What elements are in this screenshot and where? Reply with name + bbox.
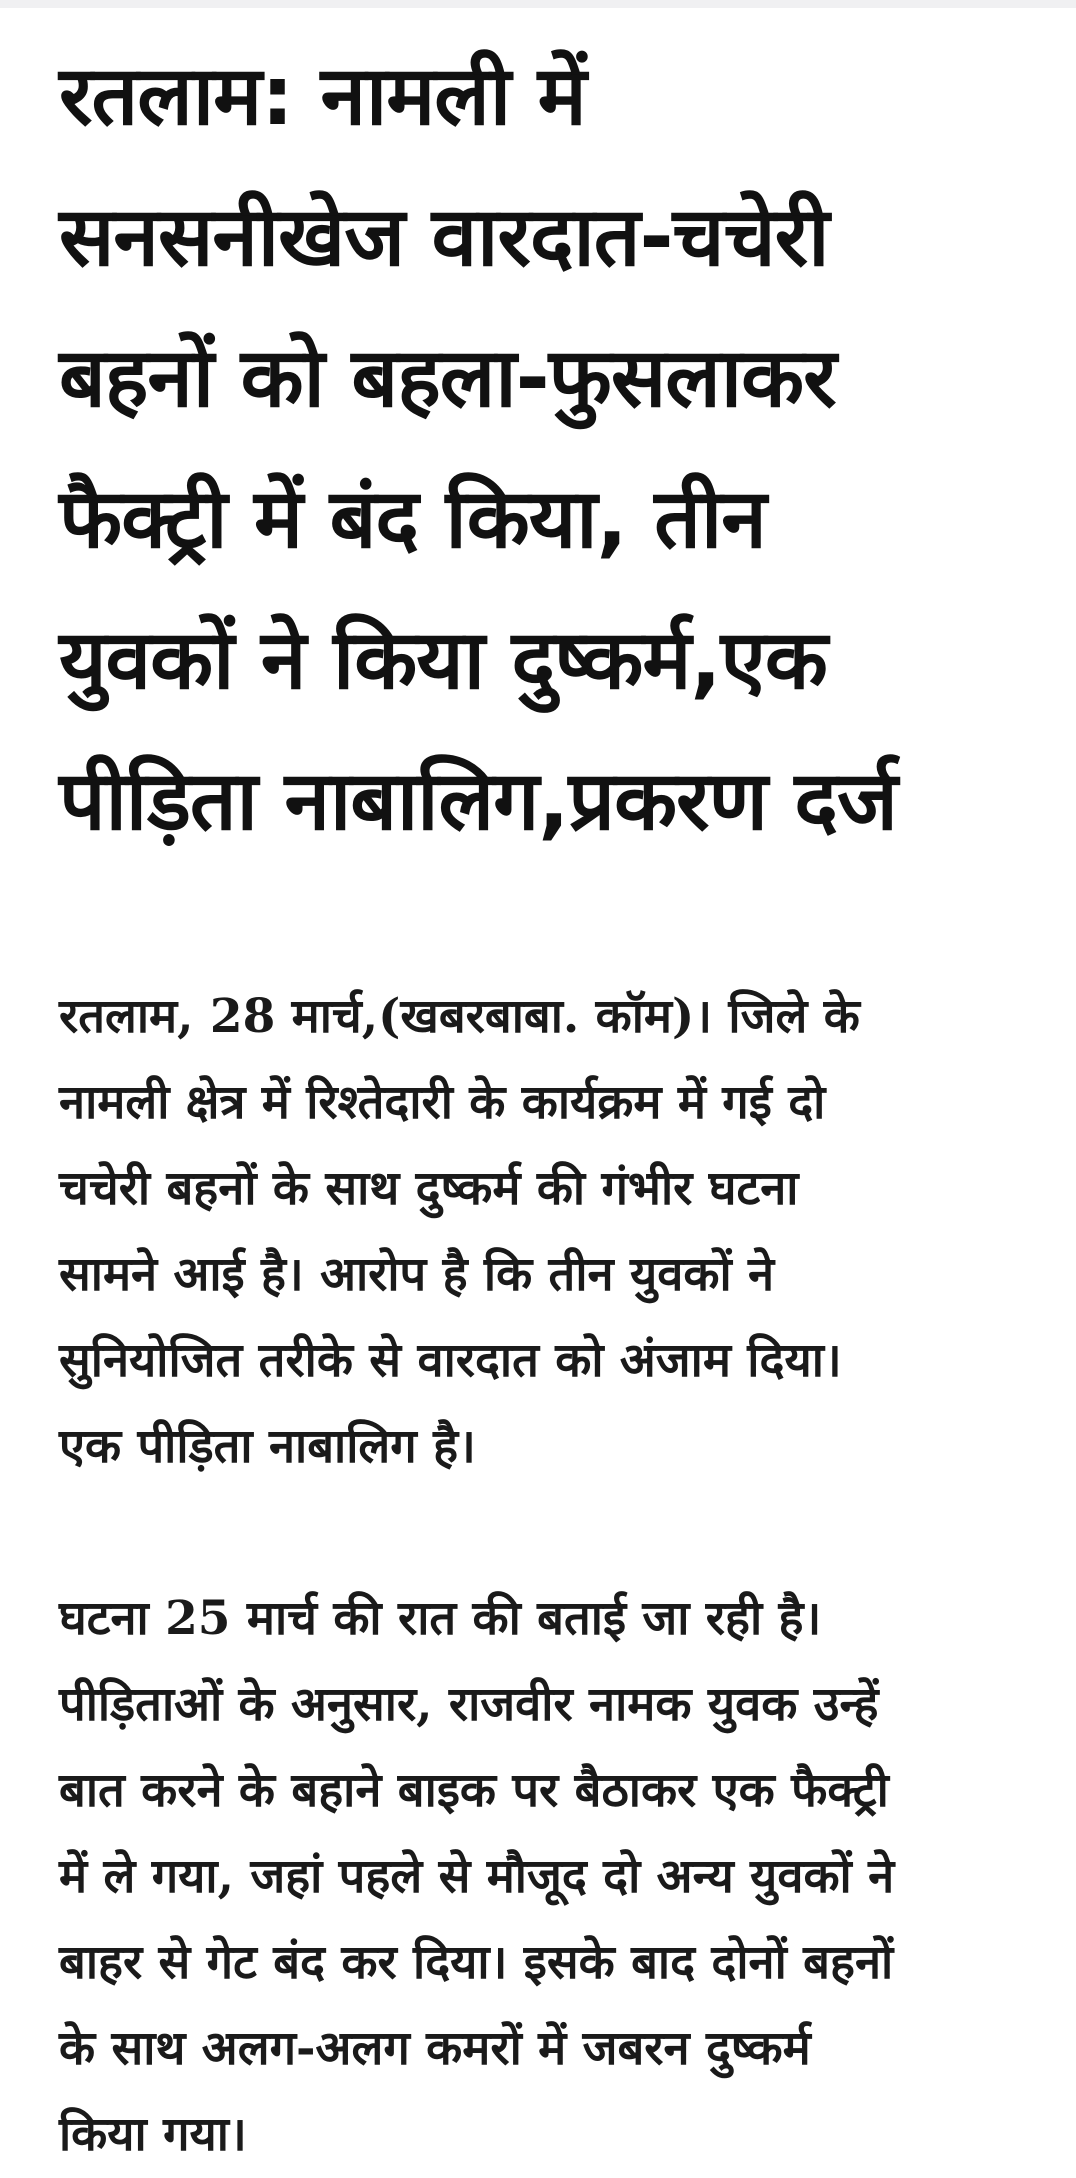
paragraph-line: सामने आई है। आरोप है कि तीन युवकों ने [59,1247,775,1302]
article-paragraph-1 [59,974,1049,1490]
paragraph-line: एक पीड़िता नाबालिग है। [59,1419,476,1474]
headline-line: युवकों ने किया दुष्कर्म,एक [59,613,827,708]
top-status-strip [0,0,1076,8]
headline-line: रतलाम: नामली में [59,49,586,144]
headline-line: बहनों को बहला-फुसलाकर [59,331,836,426]
paragraph-line: सुनियोजित तरीके से वारदात को अंजाम दिया। [59,1333,842,1388]
paragraph-line: बात करने के बहाने बाइक पर बैठाकर एक फैक्ट्री [59,1763,889,1818]
paragraph-line: पीड़िताओं के अनुसार, राजवीर नामक युवक उन्हें [59,1677,879,1732]
headline-line: फैक्ट्री में बंद किया, तीन [59,472,766,567]
paragraph-line: के साथ अलग-अलग कमरों में जबरन दुष्कर्म [59,2021,811,2076]
paragraph-line: घटना 25 मार्च की रात की बताई जा रही है। [59,1591,822,1646]
article-paragraph-2 [59,1576,1049,2178]
paragraph-line: किया गया। [59,2107,247,2162]
paragraph-line: रतलाम, 28 मार्च,(खबरबाबा. कॉम)। जिले के [59,989,860,1044]
paragraph-line: चचेरी बहनों के साथ दुष्कर्म की गंभीर घटना [59,1161,799,1216]
headline-line: सनसनीखेज वारदात-चचेरी [59,190,829,285]
headline-line: पीड़िता नाबालिग,प्रकरण दर्ज [59,754,897,849]
paragraph-line: बाहर से गेट बंद कर दिया। इसके बाद दोनों बहनों [59,1935,894,1990]
article-headline [59,26,1049,872]
paragraph-line: में ले गया, जहां पहले से मौजूद दो अन्य युवकों ने [59,1849,895,1904]
article-body [59,974,1049,2178]
news-article [59,26,1049,2178]
paragraph-line: नामली क्षेत्र में रिश्तेदारी के कार्यक्रम में गई दो [59,1075,826,1130]
